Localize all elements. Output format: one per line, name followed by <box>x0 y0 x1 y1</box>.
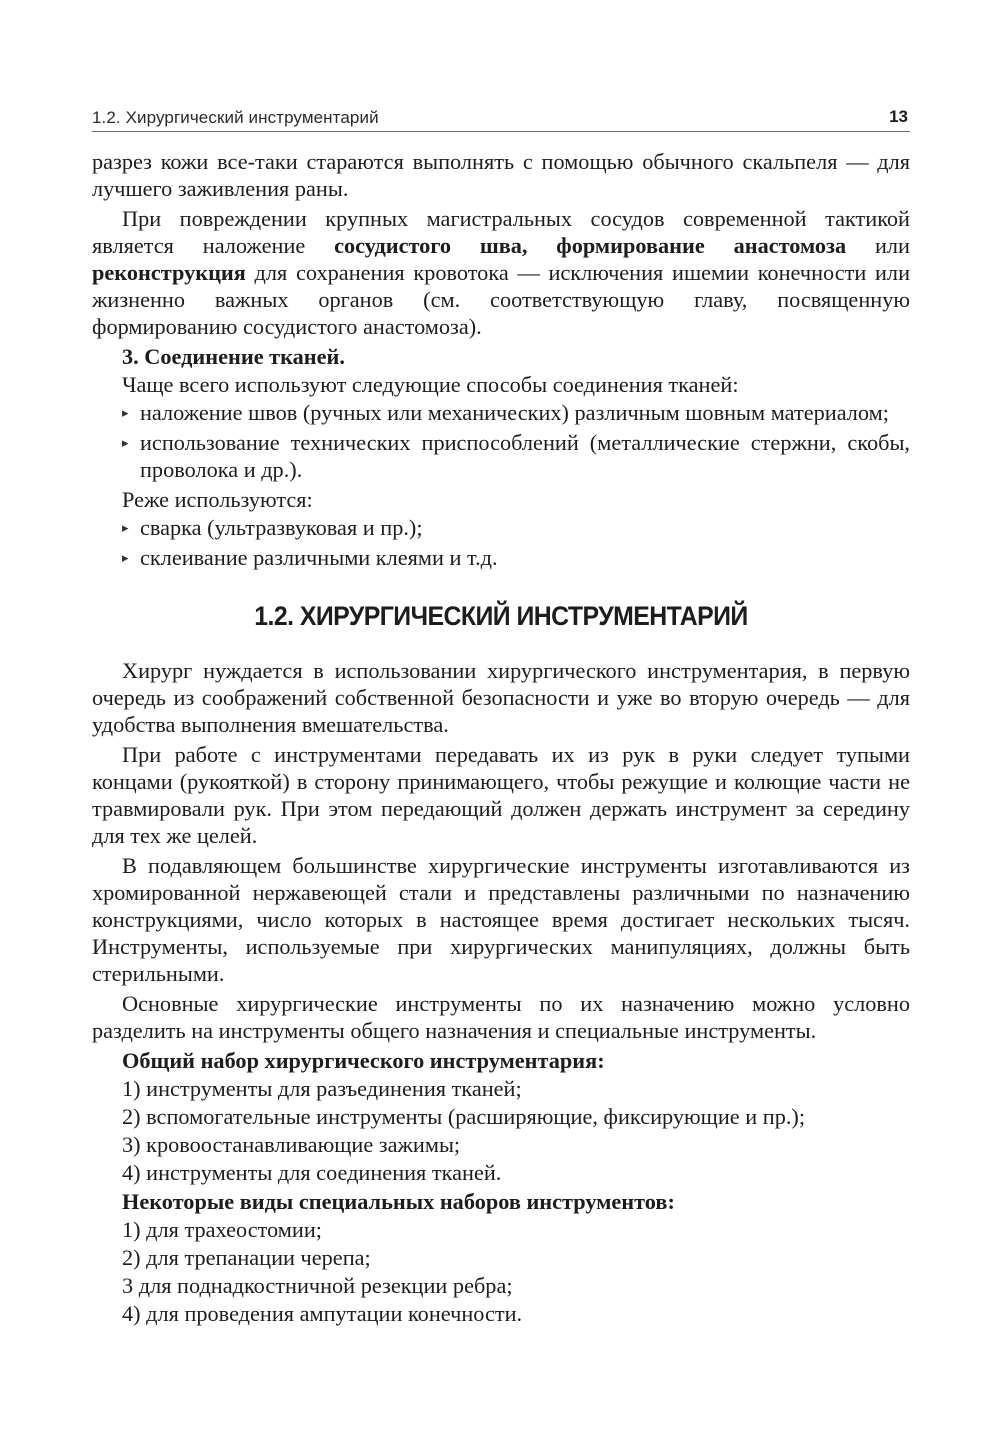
list-item: 1) инструменты для разъединения тканей; <box>122 1076 522 1101</box>
page-body <box>92 148 910 1329</box>
page-number: 13 <box>889 107 908 126</box>
section-title: 1.2. ХИРУРГИЧЕСКИЙ ИНСТРУМЕНТАРИЙ <box>254 601 748 631</box>
term-vascular-suture: сосудистого шва, формирование анастомоза <box>334 233 847 258</box>
running-header <box>92 103 910 132</box>
list-item: 3) кровоостанавливающие зажимы; <box>122 1132 461 1157</box>
list-item: 4) для проведения ампутации конечности. <box>122 1301 523 1326</box>
list-item: 3 для поднадкостничной резекции ребра; <box>122 1273 513 1298</box>
bullet-icon: ▸ <box>122 405 129 420</box>
paragraph-vessel-tactics: При повреждении крупных магистральных сосудов современной тактикой является наложение сосудистого шва, формирование анастомоза или реконструкция для сохранения кровотока — исключения ишемии конечности или жизненно важных органов (см. соответствующую главу, посвященную формированию сосудистого анастомоза). <box>92 206 910 339</box>
tissue-methods-list <box>92 399 910 483</box>
paragraph-classification: Основные хирургические инструменты по их назначению можно условно разделить на инструменты общего назначения и специальные инструменты. <box>92 991 910 1043</box>
running-title: 1.2. Хирургический инструментарий <box>92 108 379 127</box>
list-item: ▸ сварка (ультразвуковая и пр.); <box>122 515 423 540</box>
list-item: 2) для трепанации черепа; <box>122 1245 371 1270</box>
paragraph-passing-instruments: При работе с инструментами передавать их из рук в руки следует тупыми концами (рукояткой) в сторону принимающего, чтобы режущие и колющие части не травмировали рук. При этом передающий должен держать инструмент за середину для тех же целей. <box>92 742 910 848</box>
list-item: 4) инструменты для соединения тканей. <box>122 1160 502 1185</box>
special-sets-heading: Некоторые виды специальных наборов инструментов: <box>122 1189 675 1214</box>
tissue-joining-heading: 3. Соединение тканей. <box>122 344 345 369</box>
general-set-heading: Общий набор хирургического инструментария: <box>122 1048 605 1073</box>
bullet-icon: ▸ <box>122 435 129 450</box>
list-item: 2) вспомогательные инструменты (расширяющие, фиксирующие и пр.); <box>122 1104 806 1129</box>
list-item: ▸ использование технических приспособлений (металлические стержни, скобы, проволока и др.). <box>122 430 910 482</box>
bullet-icon: ▸ <box>122 550 129 565</box>
paragraph-surgeon-needs: Хирург нуждается в использовании хирургического инструментария, в первую очередь из соображений собственной безопасности и уже во вторую очередь — для удобства выполнения вмешательства. <box>92 658 910 737</box>
special-sets-list <box>92 1216 910 1327</box>
list-item: ▸ склеивание различными клеями и т.д. <box>122 545 498 570</box>
list-item: 1) для трахеостомии; <box>122 1217 322 1242</box>
bullet-icon: ▸ <box>122 520 129 535</box>
list-item: ▸ наложение швов (ручных или механических) различным шовным материалом; <box>122 400 889 425</box>
rare-methods-intro: Реже используются: <box>122 487 313 512</box>
term-reconstruction: реконструкция <box>92 260 246 285</box>
paragraph-incision: разрез кожи все-таки стараются выполнять с помощью обычного скальпеля — для лучшего заживления раны. <box>92 149 910 201</box>
general-set-list <box>92 1075 910 1186</box>
paragraph-materials: В подавляющем большинстве хирургические инструменты изготавливаются из хромированной нержавеющей стали и представлены различными по назначению конструкциями, число которых в настоящее время достигает нескольких тысяч. Инструменты, используемые при хирургических манипуляциях, должны быть стерильными. <box>92 853 910 986</box>
rare-methods-list <box>92 514 910 571</box>
tissue-methods-intro: Чаще всего используют следующие способы соединения тканей: <box>122 372 739 397</box>
